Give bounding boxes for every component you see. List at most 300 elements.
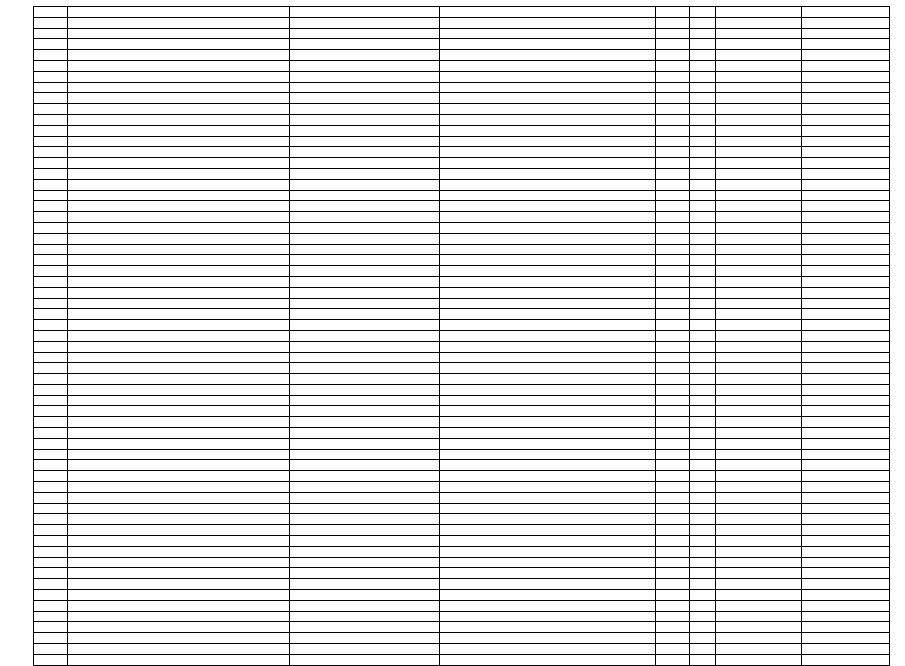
cell-amount_2 bbox=[802, 266, 890, 277]
cell-address bbox=[68, 168, 290, 179]
cell-amount_1 bbox=[716, 212, 802, 223]
cell-address bbox=[68, 352, 290, 363]
cell-amount_1 bbox=[716, 568, 802, 579]
cell-year_built bbox=[290, 266, 440, 277]
cell-work_type bbox=[440, 460, 656, 471]
table-row bbox=[34, 428, 890, 439]
cell-address bbox=[68, 114, 290, 125]
table-row bbox=[34, 158, 890, 169]
table-row bbox=[34, 82, 890, 93]
cell-amount_2 bbox=[802, 514, 890, 525]
cell-year_to bbox=[690, 482, 716, 493]
cell-amount_2 bbox=[802, 568, 890, 579]
cell-id bbox=[34, 654, 68, 665]
cell-year_to bbox=[690, 39, 716, 50]
cell-year_to bbox=[690, 50, 716, 61]
cell-address bbox=[68, 158, 290, 169]
cell-year_built bbox=[290, 428, 440, 439]
cell-id bbox=[34, 611, 68, 622]
cell-year_built bbox=[290, 633, 440, 644]
works-table bbox=[33, 6, 890, 666]
cell-address bbox=[68, 233, 290, 244]
table-row bbox=[34, 492, 890, 503]
cell-year_to bbox=[690, 136, 716, 147]
cell-amount_1 bbox=[716, 384, 802, 395]
cell-address bbox=[68, 276, 290, 287]
table-row bbox=[34, 147, 890, 158]
cell-work_type bbox=[440, 309, 656, 320]
cell-year_built bbox=[290, 309, 440, 320]
cell-amount_2 bbox=[802, 644, 890, 655]
cell-amount_1 bbox=[716, 125, 802, 136]
cell-year_from bbox=[656, 276, 690, 287]
table-row bbox=[34, 449, 890, 460]
table-row bbox=[34, 114, 890, 125]
cell-work_type bbox=[440, 255, 656, 266]
cell-amount_2 bbox=[802, 590, 890, 601]
spreadsheet-page bbox=[33, 6, 889, 666]
cell-year_from bbox=[656, 384, 690, 395]
cell-id bbox=[34, 417, 68, 428]
cell-year_built bbox=[290, 492, 440, 503]
cell-work_type bbox=[440, 212, 656, 223]
cell-amount_1 bbox=[716, 60, 802, 71]
cell-year_built bbox=[290, 557, 440, 568]
cell-year_to bbox=[690, 266, 716, 277]
cell-amount_1 bbox=[716, 320, 802, 331]
cell-address bbox=[68, 471, 290, 482]
cell-address bbox=[68, 644, 290, 655]
table-row bbox=[34, 406, 890, 417]
cell-year_from bbox=[656, 60, 690, 71]
cell-year_from bbox=[656, 136, 690, 147]
cell-address bbox=[68, 320, 290, 331]
cell-address bbox=[68, 546, 290, 557]
cell-year_built bbox=[290, 471, 440, 482]
cell-amount_2 bbox=[802, 471, 890, 482]
cell-id bbox=[34, 298, 68, 309]
cell-year_from bbox=[656, 471, 690, 482]
cell-amount_1 bbox=[716, 622, 802, 633]
cell-year_built bbox=[290, 546, 440, 557]
cell-year_from bbox=[656, 514, 690, 525]
cell-year_from bbox=[656, 330, 690, 341]
cell-amount_1 bbox=[716, 114, 802, 125]
cell-work_type bbox=[440, 525, 656, 536]
cell-work_type bbox=[440, 374, 656, 385]
cell-amount_1 bbox=[716, 363, 802, 374]
cell-year_built bbox=[290, 622, 440, 633]
cell-year_to bbox=[690, 644, 716, 655]
cell-work_type bbox=[440, 428, 656, 439]
cell-year_to bbox=[690, 374, 716, 385]
cell-address bbox=[68, 50, 290, 61]
cell-amount_2 bbox=[802, 600, 890, 611]
cell-amount_1 bbox=[716, 136, 802, 147]
cell-year_built bbox=[290, 190, 440, 201]
cell-address bbox=[68, 298, 290, 309]
cell-year_built bbox=[290, 406, 440, 417]
cell-id bbox=[34, 374, 68, 385]
cell-year_built bbox=[290, 438, 440, 449]
cell-year_built bbox=[290, 158, 440, 169]
table-row bbox=[34, 471, 890, 482]
cell-amount_2 bbox=[802, 633, 890, 644]
table-row bbox=[34, 557, 890, 568]
cell-year_from bbox=[656, 201, 690, 212]
cell-year_to bbox=[690, 438, 716, 449]
cell-address bbox=[68, 438, 290, 449]
cell-address bbox=[68, 417, 290, 428]
cell-amount_1 bbox=[716, 39, 802, 50]
cell-amount_1 bbox=[716, 374, 802, 385]
cell-amount_2 bbox=[802, 114, 890, 125]
cell-address bbox=[68, 460, 290, 471]
cell-year_from bbox=[656, 492, 690, 503]
cell-amount_2 bbox=[802, 492, 890, 503]
cell-address bbox=[68, 179, 290, 190]
cell-year_built bbox=[290, 611, 440, 622]
cell-year_built bbox=[290, 363, 440, 374]
cell-id bbox=[34, 114, 68, 125]
cell-id bbox=[34, 28, 68, 39]
cell-year_to bbox=[690, 514, 716, 525]
cell-id bbox=[34, 136, 68, 147]
cell-address bbox=[68, 503, 290, 514]
cell-id bbox=[34, 395, 68, 406]
cell-amount_1 bbox=[716, 222, 802, 233]
cell-amount_2 bbox=[802, 82, 890, 93]
cell-year_to bbox=[690, 460, 716, 471]
cell-amount_1 bbox=[716, 190, 802, 201]
table-row bbox=[34, 179, 890, 190]
cell-year_from bbox=[656, 158, 690, 169]
table-row bbox=[34, 28, 890, 39]
cell-work_type bbox=[440, 222, 656, 233]
cell-year_built bbox=[290, 93, 440, 104]
cell-year_to bbox=[690, 298, 716, 309]
table-row bbox=[34, 503, 890, 514]
cell-year_built bbox=[290, 125, 440, 136]
cell-year_built bbox=[290, 525, 440, 536]
cell-year_to bbox=[690, 363, 716, 374]
cell-year_to bbox=[690, 82, 716, 93]
cell-year_from bbox=[656, 28, 690, 39]
cell-id bbox=[34, 7, 68, 18]
cell-year_built bbox=[290, 644, 440, 655]
table-row bbox=[34, 233, 890, 244]
cell-id bbox=[34, 222, 68, 233]
cell-year_built bbox=[290, 654, 440, 665]
cell-id bbox=[34, 363, 68, 374]
cell-year_from bbox=[656, 579, 690, 590]
cell-year_to bbox=[690, 287, 716, 298]
cell-id bbox=[34, 428, 68, 439]
table-row bbox=[34, 93, 890, 104]
cell-year_to bbox=[690, 114, 716, 125]
cell-year_to bbox=[690, 276, 716, 287]
cell-amount_1 bbox=[716, 482, 802, 493]
cell-amount_1 bbox=[716, 525, 802, 536]
cell-amount_2 bbox=[802, 71, 890, 82]
cell-year_built bbox=[290, 384, 440, 395]
cell-year_built bbox=[290, 212, 440, 223]
cell-work_type bbox=[440, 330, 656, 341]
cell-amount_1 bbox=[716, 179, 802, 190]
cell-id bbox=[34, 276, 68, 287]
cell-amount_1 bbox=[716, 428, 802, 439]
cell-year_from bbox=[656, 93, 690, 104]
cell-year_from bbox=[656, 244, 690, 255]
cell-id bbox=[34, 212, 68, 223]
cell-address bbox=[68, 536, 290, 547]
table-row bbox=[34, 222, 890, 233]
cell-address bbox=[68, 514, 290, 525]
table-row bbox=[34, 460, 890, 471]
cell-amount_2 bbox=[802, 276, 890, 287]
cell-year_from bbox=[656, 611, 690, 622]
cell-amount_2 bbox=[802, 363, 890, 374]
table-row bbox=[34, 536, 890, 547]
cell-year_to bbox=[690, 471, 716, 482]
cell-address bbox=[68, 255, 290, 266]
cell-amount_1 bbox=[716, 7, 802, 18]
cell-amount_2 bbox=[802, 384, 890, 395]
cell-work_type bbox=[440, 82, 656, 93]
cell-id bbox=[34, 158, 68, 169]
cell-year_from bbox=[656, 633, 690, 644]
cell-amount_2 bbox=[802, 147, 890, 158]
cell-year_to bbox=[690, 525, 716, 536]
cell-id bbox=[34, 384, 68, 395]
cell-work_type bbox=[440, 622, 656, 633]
cell-id bbox=[34, 104, 68, 115]
cell-year_from bbox=[656, 546, 690, 557]
table-row bbox=[34, 384, 890, 395]
table-row bbox=[34, 201, 890, 212]
cell-amount_1 bbox=[716, 93, 802, 104]
cell-amount_2 bbox=[802, 622, 890, 633]
cell-work_type bbox=[440, 579, 656, 590]
cell-amount_2 bbox=[802, 503, 890, 514]
cell-amount_1 bbox=[716, 28, 802, 39]
cell-year_built bbox=[290, 179, 440, 190]
cell-year_to bbox=[690, 557, 716, 568]
cell-year_from bbox=[656, 114, 690, 125]
cell-work_type bbox=[440, 114, 656, 125]
cell-address bbox=[68, 244, 290, 255]
cell-year_built bbox=[290, 374, 440, 385]
cell-id bbox=[34, 514, 68, 525]
cell-amount_2 bbox=[802, 438, 890, 449]
cell-work_type bbox=[440, 438, 656, 449]
cell-year_to bbox=[690, 633, 716, 644]
cell-year_to bbox=[690, 503, 716, 514]
cell-year_from bbox=[656, 363, 690, 374]
cell-amount_1 bbox=[716, 287, 802, 298]
cell-work_type bbox=[440, 28, 656, 39]
cell-amount_2 bbox=[802, 60, 890, 71]
cell-id bbox=[34, 201, 68, 212]
cell-address bbox=[68, 104, 290, 115]
cell-amount_1 bbox=[716, 503, 802, 514]
cell-amount_2 bbox=[802, 136, 890, 147]
cell-id bbox=[34, 233, 68, 244]
cell-amount_2 bbox=[802, 233, 890, 244]
cell-work_type bbox=[440, 179, 656, 190]
cell-amount_1 bbox=[716, 266, 802, 277]
cell-year_to bbox=[690, 158, 716, 169]
cell-amount_2 bbox=[802, 525, 890, 536]
cell-year_from bbox=[656, 50, 690, 61]
cell-year_from bbox=[656, 568, 690, 579]
cell-amount_2 bbox=[802, 168, 890, 179]
cell-work_type bbox=[440, 600, 656, 611]
cell-amount_2 bbox=[802, 341, 890, 352]
cell-id bbox=[34, 633, 68, 644]
table-row bbox=[34, 244, 890, 255]
table-row bbox=[34, 579, 890, 590]
cell-address bbox=[68, 201, 290, 212]
cell-year_from bbox=[656, 460, 690, 471]
cell-year_from bbox=[656, 449, 690, 460]
cell-id bbox=[34, 179, 68, 190]
cell-year_from bbox=[656, 287, 690, 298]
cell-year_built bbox=[290, 50, 440, 61]
cell-year_built bbox=[290, 222, 440, 233]
cell-id bbox=[34, 557, 68, 568]
cell-year_from bbox=[656, 233, 690, 244]
cell-amount_2 bbox=[802, 536, 890, 547]
table-row bbox=[34, 255, 890, 266]
cell-year_built bbox=[290, 82, 440, 93]
cell-year_to bbox=[690, 330, 716, 341]
cell-year_built bbox=[290, 147, 440, 158]
table-row bbox=[34, 417, 890, 428]
cell-amount_1 bbox=[716, 330, 802, 341]
cell-address bbox=[68, 363, 290, 374]
cell-year_to bbox=[690, 190, 716, 201]
cell-id bbox=[34, 471, 68, 482]
table-row bbox=[34, 17, 890, 28]
cell-id bbox=[34, 168, 68, 179]
cell-id bbox=[34, 438, 68, 449]
cell-address bbox=[68, 71, 290, 82]
cell-year_to bbox=[690, 168, 716, 179]
cell-year_to bbox=[690, 179, 716, 190]
cell-year_built bbox=[290, 330, 440, 341]
cell-year_to bbox=[690, 233, 716, 244]
cell-year_to bbox=[690, 395, 716, 406]
cell-year_built bbox=[290, 71, 440, 82]
cell-year_from bbox=[656, 320, 690, 331]
cell-amount_1 bbox=[716, 244, 802, 255]
table-row bbox=[34, 568, 890, 579]
cell-year_from bbox=[656, 125, 690, 136]
cell-work_type bbox=[440, 482, 656, 493]
cell-year_to bbox=[690, 125, 716, 136]
cell-amount_1 bbox=[716, 438, 802, 449]
cell-work_type bbox=[440, 158, 656, 169]
cell-amount_2 bbox=[802, 417, 890, 428]
cell-year_from bbox=[656, 406, 690, 417]
cell-year_from bbox=[656, 374, 690, 385]
cell-address bbox=[68, 482, 290, 493]
cell-work_type bbox=[440, 492, 656, 503]
cell-amount_1 bbox=[716, 557, 802, 568]
table-row bbox=[34, 50, 890, 61]
table-row bbox=[34, 525, 890, 536]
cell-year_from bbox=[656, 503, 690, 514]
cell-work_type bbox=[440, 244, 656, 255]
cell-amount_1 bbox=[716, 201, 802, 212]
cell-work_type bbox=[440, 644, 656, 655]
cell-work_type bbox=[440, 71, 656, 82]
cell-amount_1 bbox=[716, 147, 802, 158]
cell-year_to bbox=[690, 212, 716, 223]
cell-year_built bbox=[290, 298, 440, 309]
cell-year_built bbox=[290, 60, 440, 71]
cell-amount_1 bbox=[716, 341, 802, 352]
cell-amount_2 bbox=[802, 222, 890, 233]
cell-address bbox=[68, 374, 290, 385]
cell-year_from bbox=[656, 438, 690, 449]
cell-address bbox=[68, 330, 290, 341]
cell-year_to bbox=[690, 255, 716, 266]
cell-year_from bbox=[656, 590, 690, 601]
cell-year_to bbox=[690, 622, 716, 633]
cell-id bbox=[34, 266, 68, 277]
cell-amount_1 bbox=[716, 546, 802, 557]
cell-year_built bbox=[290, 287, 440, 298]
cell-work_type bbox=[440, 201, 656, 212]
cell-id bbox=[34, 600, 68, 611]
table-row bbox=[34, 190, 890, 201]
cell-id bbox=[34, 60, 68, 71]
cell-id bbox=[34, 93, 68, 104]
cell-address bbox=[68, 222, 290, 233]
cell-year_to bbox=[690, 93, 716, 104]
cell-work_type bbox=[440, 320, 656, 331]
cell-year_built bbox=[290, 395, 440, 406]
table-row bbox=[34, 341, 890, 352]
cell-year_from bbox=[656, 82, 690, 93]
cell-year_from bbox=[656, 395, 690, 406]
cell-year_built bbox=[290, 28, 440, 39]
cell-year_from bbox=[656, 190, 690, 201]
table-row bbox=[34, 611, 890, 622]
cell-year_to bbox=[690, 654, 716, 665]
cell-work_type bbox=[440, 60, 656, 71]
table-row bbox=[34, 654, 890, 665]
cell-year_built bbox=[290, 579, 440, 590]
cell-amount_1 bbox=[716, 298, 802, 309]
cell-amount_1 bbox=[716, 406, 802, 417]
table-row bbox=[34, 39, 890, 50]
cell-amount_2 bbox=[802, 287, 890, 298]
cell-year_to bbox=[690, 611, 716, 622]
cell-address bbox=[68, 125, 290, 136]
table-row bbox=[34, 125, 890, 136]
cell-id bbox=[34, 190, 68, 201]
cell-amount_1 bbox=[716, 50, 802, 61]
cell-work_type bbox=[440, 39, 656, 50]
cell-year_to bbox=[690, 449, 716, 460]
cell-work_type bbox=[440, 190, 656, 201]
cell-year_from bbox=[656, 525, 690, 536]
cell-work_type bbox=[440, 50, 656, 61]
cell-year_built bbox=[290, 590, 440, 601]
